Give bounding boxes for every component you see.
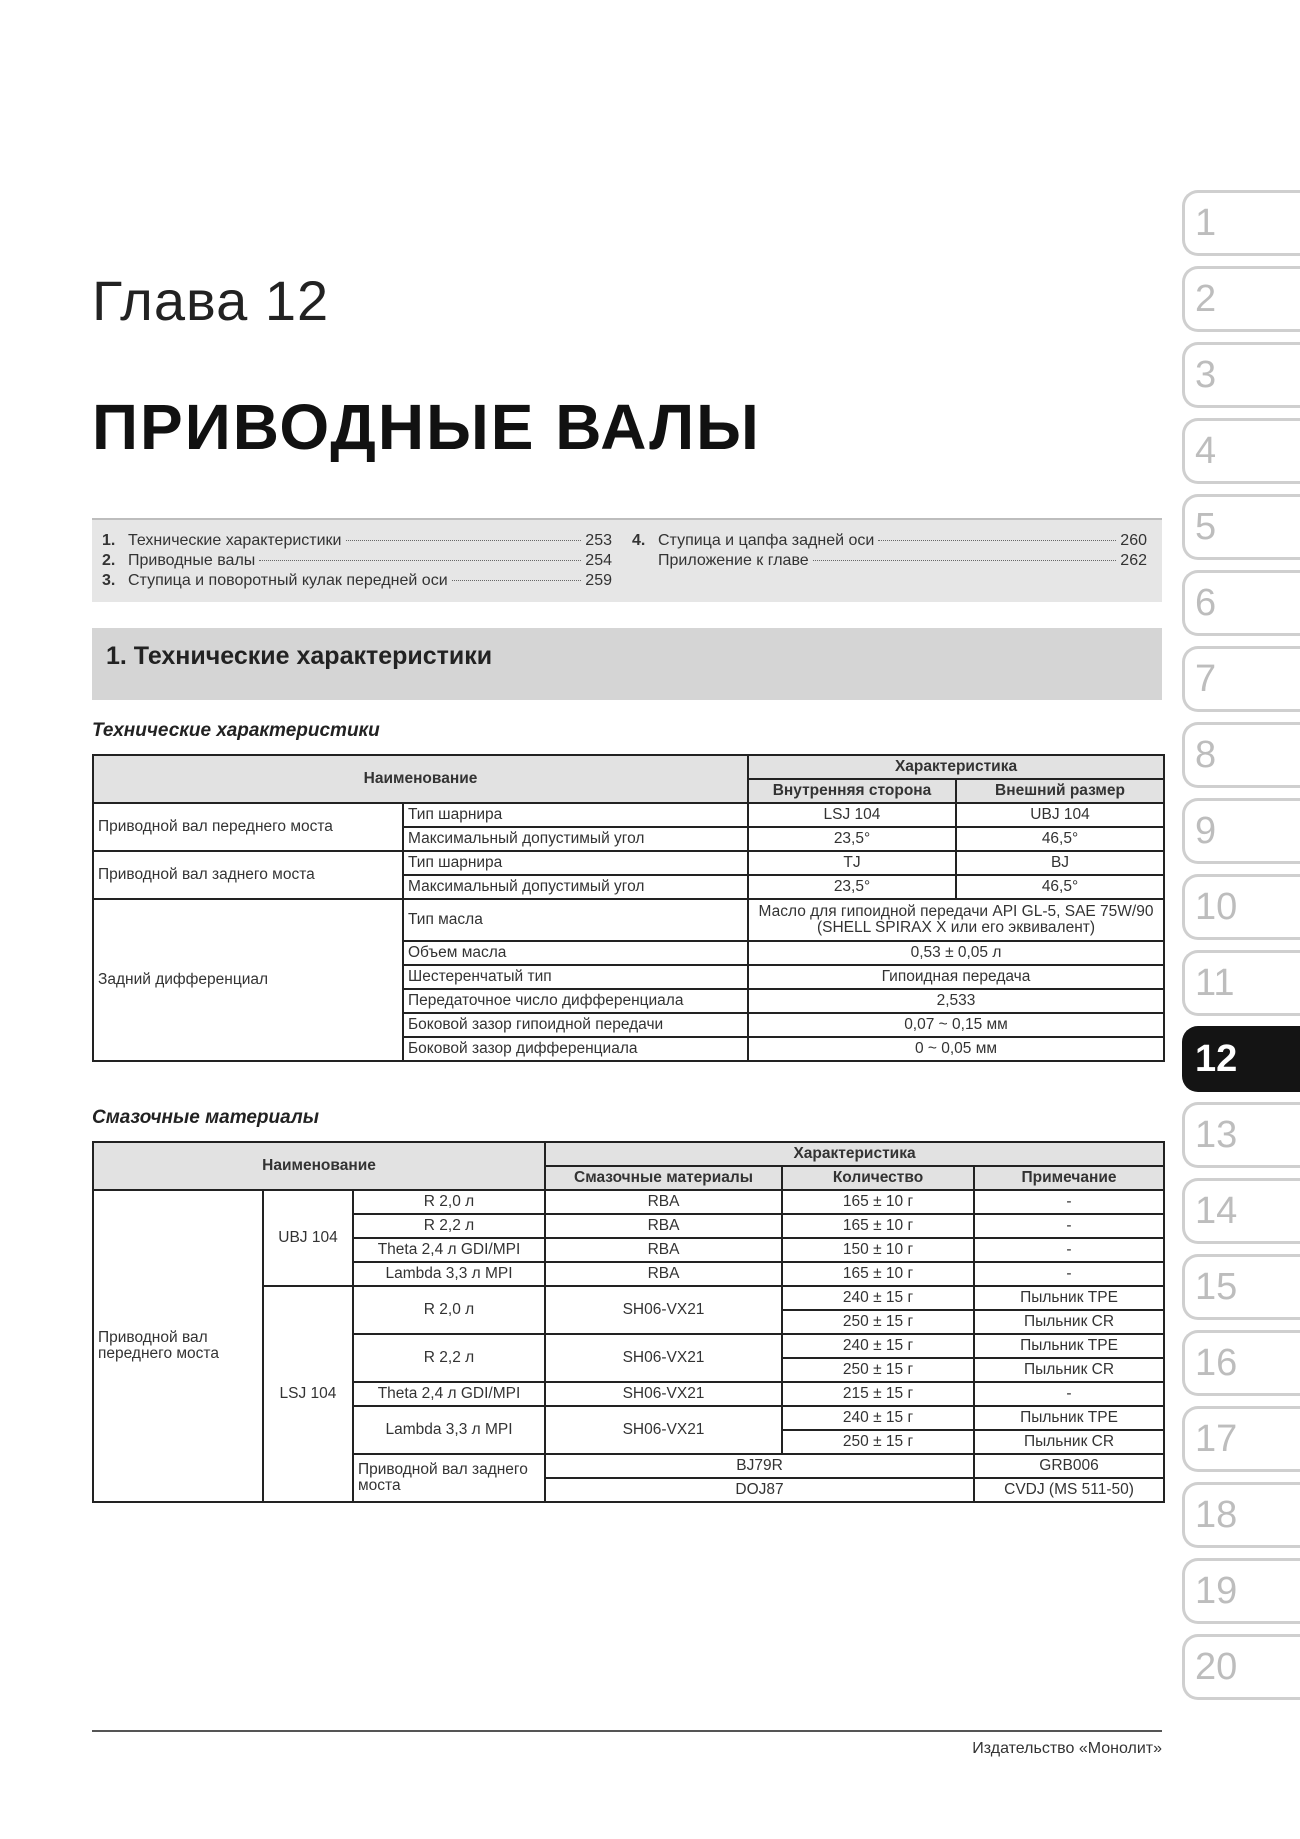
param-label: Максимальный допустимый угол [403, 827, 748, 851]
chapter-tab-12[interactable]: 12 [1182, 1026, 1300, 1092]
section-title: 1. Технические характеристики [106, 642, 493, 670]
toc-item-title: Ступица и цапфа задней оси [658, 532, 875, 549]
param-label: Шестеренчатый тип [403, 965, 748, 989]
chapter-tab-18[interactable]: 18 [1182, 1482, 1300, 1548]
cell-value: LSJ 104 [748, 803, 956, 827]
toc-item-title: Приложение к главе [658, 552, 809, 569]
chapter-tab-19[interactable]: 19 [1182, 1558, 1300, 1624]
lubricant-cell: RBA [545, 1214, 782, 1238]
toc-item-page: 254 [585, 552, 612, 569]
column-header-name: Наименование [93, 1142, 545, 1190]
chapter-label: Глава 12 [92, 269, 330, 332]
engine-cell: Theta 2,4 л GDI/MPI [353, 1238, 545, 1262]
toc-item-title: Ступица и поворотный кулак передней оси [128, 572, 448, 589]
toc-item-number: 4. [632, 532, 646, 549]
chapter-tab-14[interactable]: 14 [1182, 1178, 1300, 1244]
note-cell: - [974, 1262, 1164, 1286]
engine-cell: R 2,2 л [353, 1334, 545, 1382]
toc-leader-dots [346, 540, 582, 541]
quantity-cell: 165 ± 10 г [782, 1190, 974, 1214]
row-label: Приводной вал переднего моста [93, 1190, 263, 1502]
toc-leader-dots [878, 540, 1116, 541]
table-row [93, 1190, 1164, 1214]
lubricant-cell: SH06-VX21 [545, 1382, 782, 1406]
note-cell: Пыльник CR [974, 1430, 1164, 1454]
chapter-tab-6[interactable]: 6 [1182, 570, 1300, 636]
quantity-cell: 250 ± 15 г [782, 1310, 974, 1334]
toc-item-title: Приводные валы [128, 552, 256, 569]
chapter-tab-1[interactable]: 1 [1182, 190, 1300, 256]
column-header-lubricant: Смазочные материалы [545, 1166, 782, 1190]
table-header-row [93, 1142, 1164, 1166]
toc-item[interactable] [102, 552, 612, 572]
engine-cell: Theta 2,4 л GDI/MPI [353, 1382, 545, 1406]
joint-label: LSJ 104 [263, 1286, 353, 1502]
chapter-tab-11[interactable]: 11 [1182, 950, 1300, 1016]
lubricant-cell: RBA [545, 1262, 782, 1286]
toc-item[interactable] [632, 532, 1147, 552]
joint-cell: BJ79R [545, 1454, 974, 1478]
note-cell: Пыльник TPE [974, 1406, 1164, 1430]
chapter-tab-10[interactable]: 10 [1182, 874, 1300, 940]
row-label: Приводной вал переднего моста [93, 803, 403, 851]
note-cell: Пыльник CR [974, 1310, 1164, 1334]
column-header-note: Примечание [974, 1166, 1164, 1190]
quantity-cell: 240 ± 15 г [782, 1334, 974, 1358]
chapter-tab-16[interactable]: 16 [1182, 1330, 1300, 1396]
quantity-cell: 165 ± 10 г [782, 1214, 974, 1238]
chapter-tab-4[interactable]: 4 [1182, 418, 1300, 484]
table-of-contents [92, 518, 1162, 602]
toc-column-right [632, 532, 1147, 572]
publisher-name: Издательство «Монолит» [972, 1740, 1162, 1757]
chapter-tab-2[interactable]: 2 [1182, 266, 1300, 332]
row-label: Приводной вал заднего моста [353, 1454, 545, 1502]
chapter-tab-9[interactable]: 9 [1182, 798, 1300, 864]
column-header-inner: Внутренняя сторона [748, 779, 956, 803]
chapter-tab-13[interactable]: 13 [1182, 1102, 1300, 1168]
toc-item-title: Технические характеристики [128, 532, 342, 549]
cell-value: 0,53 ± 0,05 л [748, 941, 1164, 965]
cell-value: 23,5° [748, 875, 956, 899]
toc-item-number: 3. [102, 572, 116, 589]
note-cell: - [974, 1238, 1164, 1262]
table-row [93, 899, 1164, 941]
engine-cell: R 2,2 л [353, 1214, 545, 1238]
param-label: Максимальный допустимый угол [403, 875, 748, 899]
toc-item-page: 253 [585, 532, 612, 549]
toc-item-number: 2. [102, 552, 116, 569]
lubricant-cell: GRB006 [974, 1454, 1164, 1478]
cell-value: Гипоидная передача [748, 965, 1164, 989]
lubricant-cell: RBA [545, 1238, 782, 1262]
column-header-quantity: Количество [782, 1166, 974, 1190]
param-label: Тип шарнира [403, 803, 748, 827]
chapter-title: ПРИВОДНЫЕ ВАЛЫ [92, 391, 761, 463]
cell-value: 46,5° [956, 875, 1164, 899]
toc-item[interactable] [632, 552, 1147, 572]
quantity-cell: 240 ± 15 г [782, 1286, 974, 1310]
toc-item-page: 259 [585, 572, 612, 589]
chapter-tab-5[interactable]: 5 [1182, 494, 1300, 560]
param-label: Боковой зазор дифференциала [403, 1037, 748, 1061]
chapter-tab-3[interactable]: 3 [1182, 342, 1300, 408]
column-header-name: Наименование [93, 755, 748, 803]
note-cell: Пыльник TPE [974, 1334, 1164, 1358]
cell-value: TJ [748, 851, 956, 875]
chapter-tab-8[interactable]: 8 [1182, 722, 1300, 788]
note-cell: - [974, 1214, 1164, 1238]
cell-value: BJ [956, 851, 1164, 875]
note-cell: - [974, 1382, 1164, 1406]
engine-cell: Lambda 3,3 л MPI [353, 1262, 545, 1286]
cell-value: 23,5° [748, 827, 956, 851]
table-row [93, 803, 1164, 827]
joint-label: UBJ 104 [263, 1190, 353, 1286]
toc-item-page: 260 [1120, 532, 1147, 549]
row-label: Приводной вал заднего моста [93, 851, 403, 899]
cell-value: 2,533 [748, 989, 1164, 1013]
cell-value: 46,5° [956, 827, 1164, 851]
column-header-outer: Внешний размер [956, 779, 1164, 803]
lubricant-cell: SH06-VX21 [545, 1286, 782, 1334]
cell-value: Масло для гипоидной передачи API GL-5, SAE 75W/90 (SHELL SPIRAX X или его эквивалент) [748, 899, 1164, 941]
quantity-cell: 240 ± 15 г [782, 1406, 974, 1430]
column-header-characteristic: Характеристика [545, 1142, 1164, 1166]
toc-item[interactable] [102, 532, 612, 552]
quantity-cell: 150 ± 10 г [782, 1238, 974, 1262]
note-cell: Пыльник CR [974, 1358, 1164, 1382]
footer-divider [92, 1730, 1162, 1732]
toc-leader-dots [452, 580, 582, 581]
lubricant-cell: SH06-VX21 [545, 1334, 782, 1382]
engine-cell: Lambda 3,3 л MPI [353, 1406, 545, 1454]
lubricant-cell: CVDJ (MS 511-50) [974, 1478, 1164, 1502]
param-label: Боковой зазор гипоидной передачи [403, 1013, 748, 1037]
cell-value: 0,07 ~ 0,15 мм [748, 1013, 1164, 1037]
toc-column-left [102, 532, 612, 592]
engine-cell: R 2,0 л [353, 1286, 545, 1334]
chapter-tab-20[interactable]: 20 [1182, 1634, 1300, 1700]
table-header-row [93, 755, 1164, 779]
quantity-cell: 250 ± 15 г [782, 1430, 974, 1454]
cell-value: 0 ~ 0,05 мм [748, 1037, 1164, 1061]
toc-leader-dots [813, 560, 1117, 561]
note-cell: Пыльник TPE [974, 1286, 1164, 1310]
lubricant-cell: SH06-VX21 [545, 1406, 782, 1454]
engine-cell: R 2,0 л [353, 1190, 545, 1214]
toc-item[interactable] [102, 572, 612, 592]
toc-leader-dots [259, 560, 581, 561]
note-cell: - [974, 1190, 1164, 1214]
cell-value: UBJ 104 [956, 803, 1164, 827]
param-label: Тип шарнира [403, 851, 748, 875]
param-label: Тип масла [403, 899, 748, 941]
row-label: Задний дифференциал [93, 899, 403, 1061]
quantity-cell: 165 ± 10 г [782, 1262, 974, 1286]
section-header [92, 628, 1162, 700]
table-caption-lubricants: Смазочные материалы [92, 1107, 319, 1128]
joint-cell: DOJ87 [545, 1478, 974, 1502]
toc-item-number: 1. [102, 532, 116, 549]
lubricants-table [92, 1141, 1165, 1503]
chapter-tab-7[interactable]: 7 [1182, 646, 1300, 712]
column-header-characteristic: Характеристика [748, 755, 1164, 779]
toc-item-page: 262 [1120, 552, 1147, 569]
table-row [93, 851, 1164, 875]
param-label: Объем масла [403, 941, 748, 965]
table-caption-specs: Технические характеристики [92, 720, 380, 741]
param-label: Передаточное число дифференциала [403, 989, 748, 1013]
quantity-cell: 215 ± 15 г [782, 1382, 974, 1406]
specs-table [92, 754, 1165, 1062]
chapter-tab-15[interactable]: 15 [1182, 1254, 1300, 1320]
lubricant-cell: RBA [545, 1190, 782, 1214]
quantity-cell: 250 ± 15 г [782, 1358, 974, 1382]
chapter-tab-17[interactable]: 17 [1182, 1406, 1300, 1472]
